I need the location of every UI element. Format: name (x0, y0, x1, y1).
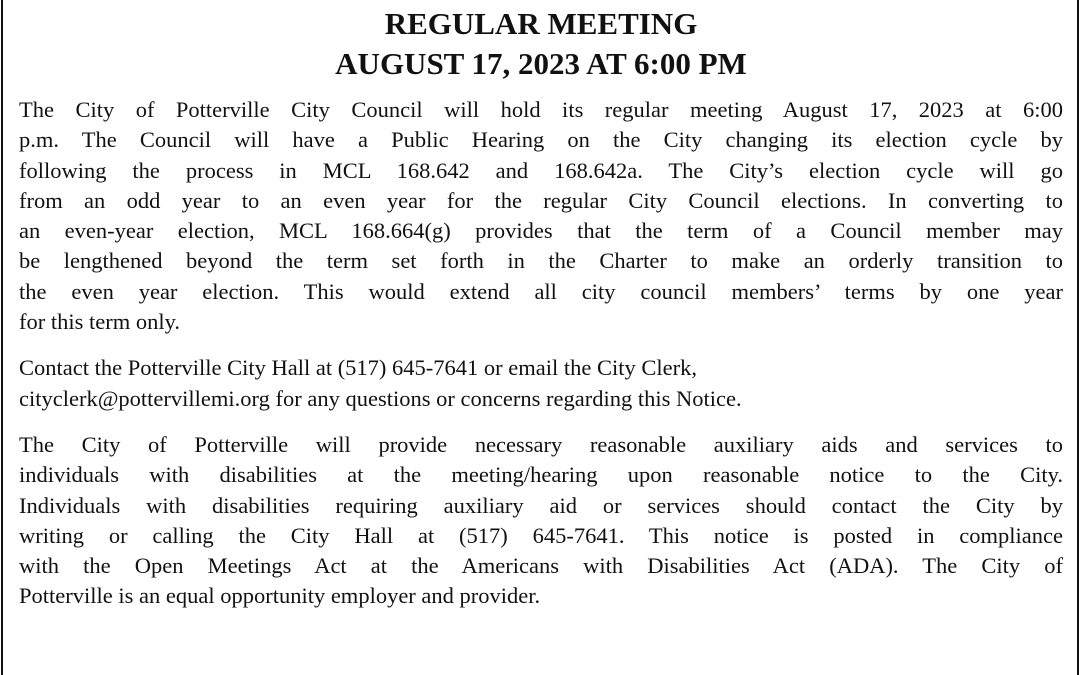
right-border-rule (1077, 0, 1079, 675)
notice-heading (19, 0, 1063, 84)
paragraph-line: Potterville is an equal opportunity employer and provider. (19, 583, 541, 609)
paragraph-line: Contact the Potterville City Hall at (517) 645-7641 or email the City Clerk, (19, 355, 697, 381)
paragraph-line: individuals with disabilities at the meeting/hearing upon reasonable notice to the City. (19, 462, 1063, 488)
paragraph-line: writing or calling the City Hall at (517) 645-7641. This notice is posted in compliance (19, 522, 1063, 548)
paragraph-line: following the process in MCL 168.642 and 168.642a. The City’s election cycle will go (19, 157, 1063, 183)
public-notice (19, 0, 1063, 612)
paragraph-line: the even year election. This would extend all city council members’ terms by one year (19, 278, 1063, 304)
paragraph-line: Individuals with disabilities requiring auxiliary aid or services should contact the City by (19, 492, 1063, 518)
paragraph-line: with the Open Meetings Act at the Americans with Disabilities Act (ADA). The City of (19, 553, 1063, 579)
paragraph-line: p.m. The Council will have a Public Hearing on the City changing its election cycle by (19, 127, 1063, 153)
paragraph-line: The City of Potterville City Council will hold its regular meeting August 17, 2023 at 6:00 (19, 97, 1063, 122)
paragraph-line: an even-year election, MCL 168.664(g) provides that the term of a Council member may (19, 218, 1063, 244)
contact-paragraph (19, 353, 1063, 414)
paragraph-line: cityclerk@pottervillemi.org for any questions or concerns regarding this Notice. (19, 385, 742, 411)
paragraph-line: The City of Potterville will provide necessary reasonable auxiliary aids and services to (19, 431, 1063, 457)
notice-date-time: AUGUST 17, 2023 AT 6:00 PM (335, 46, 747, 81)
notice-title: REGULAR MEETING (384, 6, 698, 41)
meeting-description-paragraph (19, 95, 1063, 337)
paragraph-line: from an odd year to an even year for the regular City Council elections. In converting to (19, 187, 1063, 213)
paragraph-line: be lengthened beyond the term set forth in the Charter to make an orderly transition to (19, 248, 1063, 274)
paragraph-line: for this term only. (19, 309, 181, 335)
accessibility-paragraph (19, 430, 1063, 612)
left-border-rule (1, 0, 3, 675)
